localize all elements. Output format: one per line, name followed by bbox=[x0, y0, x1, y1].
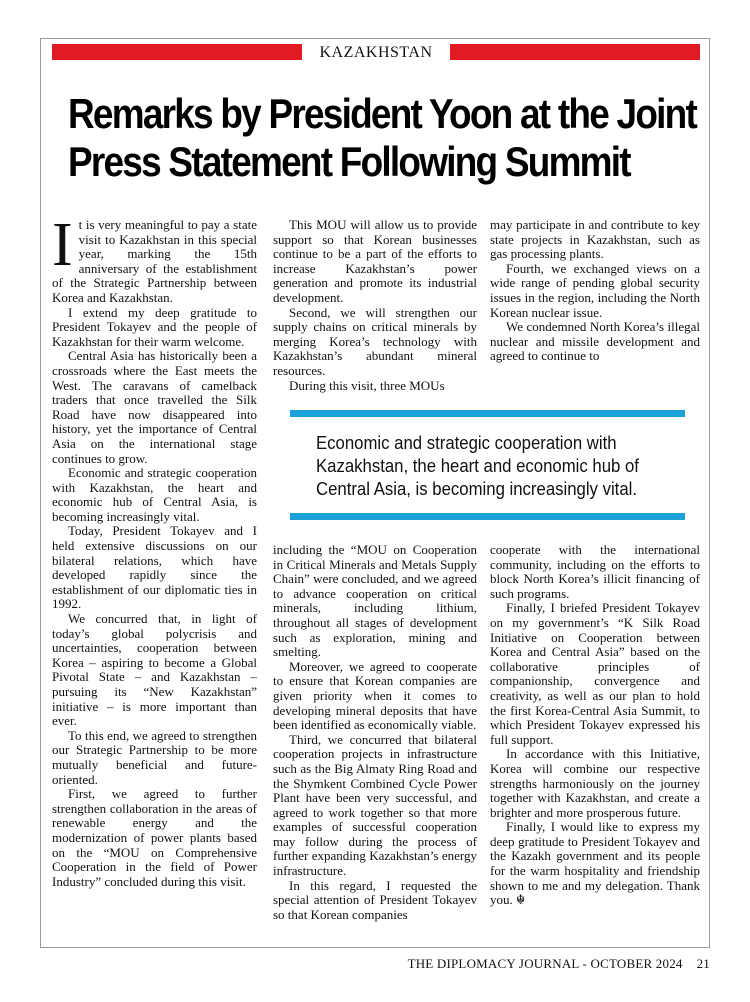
pull-quote-rule-bottom bbox=[290, 513, 685, 520]
pull-quote-line: Economic and strategic cooperation with bbox=[316, 433, 617, 453]
paragraph: In accordance with this Initiative, Korea will combine our respective strengths harmoniously on the journey together with Kazakhstan, and create a brighter and more prosperous future. bbox=[490, 746, 700, 820]
page-number: 21 bbox=[696, 956, 710, 971]
paragraph: We condemned North Korea’s illegal nuclear and missile development and agreed to continue to bbox=[490, 319, 700, 364]
headline-line-1: Remarks by President Yoon at the Joint bbox=[68, 90, 697, 137]
paragraph: We concurred that, in light of today’s global polycrisis and uncertainties, cooperation between Korea – aspiring to become a Global Pivotal State – and Kazakhstan – pursuing its “New Kazakhstan” initiative – is more important than ever. bbox=[52, 611, 257, 729]
section-bar-right bbox=[450, 44, 700, 60]
paragraph: This MOU will allow us to provide support so that Korean businesses continue to be a part of the efforts to increase Kazakhstan’s power generation and promote its industrial development. bbox=[273, 217, 477, 305]
paragraph: Third, we concurred that bilateral cooperation projects in infrastructure such as the Big Almaty Ring Road and the Shymkent Combined Cycle Power Plant have been very successful, and agreed to work together so that more examples of successful cooperation may follow during the process of further expanding Kazakhstan’s energy infrastructure. bbox=[273, 731, 477, 879]
paragraph: including the “MOU on Cooperation in Critical Minerals and Metals Supply Chain” were concluded, and we agreed to advance cooperation on critical minerals, including lithium, throughout all stages of development such as exploration, mining and smelting. bbox=[273, 542, 477, 660]
paragraph: It is very meaningful to pay a state visit to Kazakhstan in this special year, marking the 15th anniversary of the establishment of the Strategic Partnership between Korea and Kazakhstan. bbox=[52, 211, 257, 305]
column-3-bottom bbox=[490, 543, 700, 908]
column-2-bottom bbox=[273, 543, 477, 922]
pull-quote-line: Central Asia, is becoming increasingly vital. bbox=[316, 479, 637, 499]
section-label: KAZAKHSTAN bbox=[319, 44, 433, 61]
column-3-top bbox=[490, 218, 700, 364]
publication-name: THE DIPLOMACY JOURNAL - OCTOBER 2024 bbox=[407, 956, 683, 971]
paragraph: may participate in and contribute to key state projects in Kazakhstan, such as gas processing plants. bbox=[490, 217, 700, 262]
column-1 bbox=[52, 211, 257, 889]
pull-quote-rule-top bbox=[290, 410, 685, 417]
paragraph: Second, we will strengthen our supply chains on critical minerals by merging Korea’s technology with Kazakhstan’s abundant mineral resources. bbox=[273, 304, 477, 378]
paragraph: Central Asia has historically been a crossroads where the East meets the West. The caravans of camelback traders that once travelled the Silk Road have now disappeared into history, yet the importance of Central Asia on the international stage continues to grow. bbox=[52, 348, 257, 466]
section-bar-left bbox=[52, 44, 302, 60]
paragraph: I extend my deep gratitude to President Tokayev and the people of Kazakhstan for their warm welcome. bbox=[52, 304, 257, 349]
paragraph: cooperate with the international community, including on the efforts to block North Korea’s illicit financing of such programs. bbox=[490, 542, 700, 601]
page-footer bbox=[394, 956, 710, 972]
pull-quote bbox=[316, 432, 660, 501]
paragraph: First, we agreed to further strengthen collaboration in the areas of renewable energy and the modernization of power plants based on the “MOU on Comprehensive Cooperation in the field of Power Industry” concluded during this visit. bbox=[52, 786, 257, 889]
pull-quote-line: Kazakhstan, the heart and economic hub of bbox=[316, 456, 639, 476]
headline-line-2: Press Statement Following Summit bbox=[68, 138, 630, 185]
column-2-top bbox=[273, 218, 477, 393]
paragraph: In this regard, I requested the special attention of President Tokayev so that Korean companies bbox=[273, 877, 477, 922]
end-mark-icon: ☬ bbox=[516, 892, 526, 908]
paragraph: Fourth, we exchanged views on a wide range of pending global security issues in the region, including the North Korean nuclear issue. bbox=[490, 260, 700, 320]
paragraph: To this end, we agreed to strengthen our Strategic Partnership to be more mutually beneficial and future-oriented. bbox=[52, 727, 257, 787]
paragraph: Moreover, we agreed to cooperate to ensure that Korean companies are given priority when it comes to developing mineral deposits that have been identified as economically viable. bbox=[273, 658, 477, 733]
article-headline bbox=[68, 90, 697, 186]
paragraph: Finally, I briefed President Tokayev on my government’s “K Silk Road Initiative on Cooperation between Korea and Central Asia” based on the collaborative principles of companionship, convergence and creativity, as well as our plan to hold the first Korea-Central Asia Summit, to which President Tokayev expressed his full support. bbox=[490, 600, 700, 747]
paragraph: Economic and strategic cooperation with Kazakhstan, the heart and economic hub of Central Asia, is becoming increasingly vital. bbox=[52, 465, 257, 524]
drop-cap: I bbox=[52, 211, 73, 279]
paragraph: Finally, I would like to express my deep gratitude to President Tokayev and the Kazakh government and its people for the warm hospitality and friendship shown to me and my delegation. Thank you. ☬ bbox=[490, 819, 700, 908]
paragraph: Today, President Tokayev and I held extensive discussions on our bilateral relations, which have developed rapidly since the establishment of our diplomatic ties in 1992. bbox=[52, 523, 257, 612]
paragraph: During this visit, three MOUs bbox=[289, 377, 445, 393]
